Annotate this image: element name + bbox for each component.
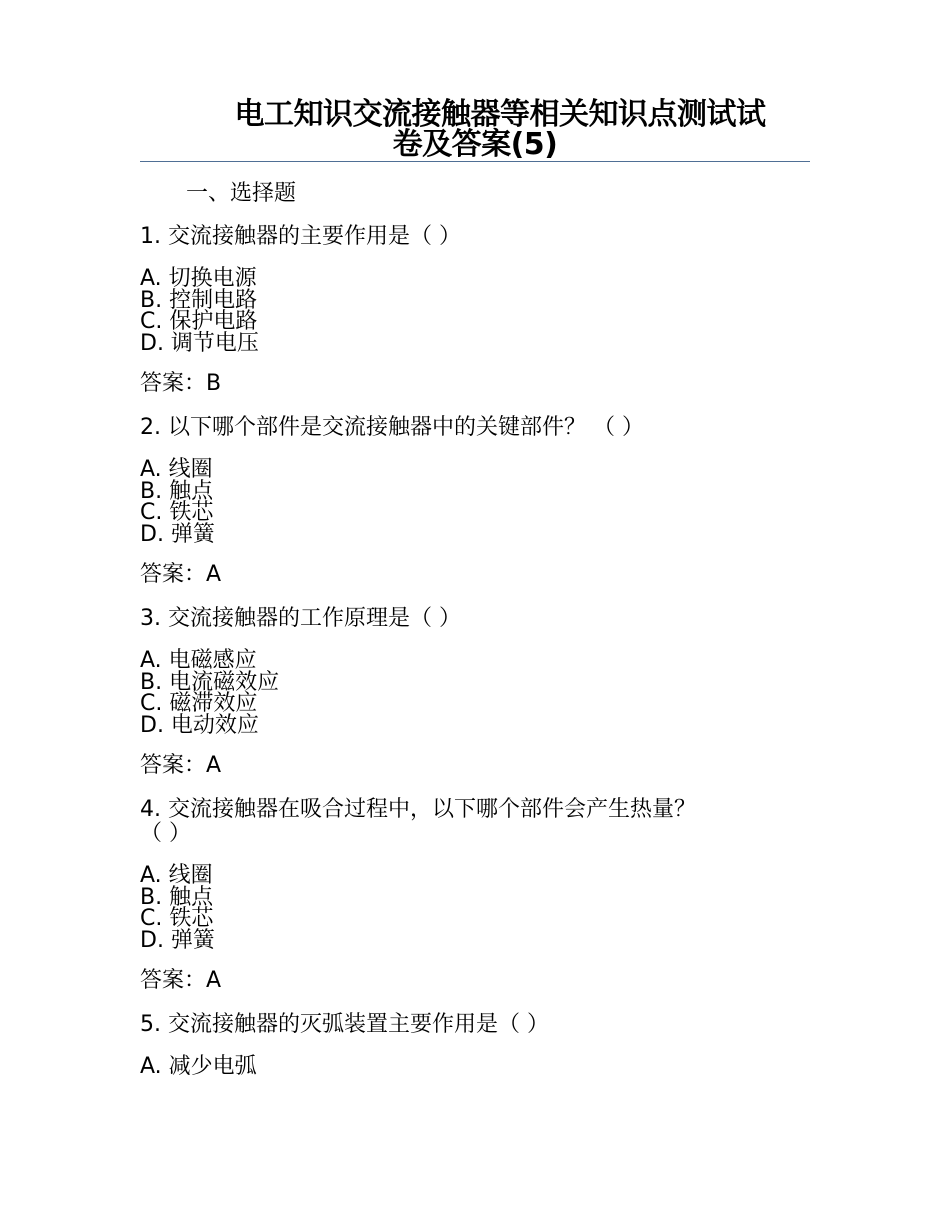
- question-2: [140, 416, 810, 587]
- option-a: A. 线圈: [140, 457, 213, 482]
- question-text-line-1: 4. 交流接触器在吸合过程中，以下哪个部件会产生热量？: [140, 797, 696, 822]
- question-text: 3. 交流接触器的工作原理是（ ）: [140, 606, 461, 631]
- title-line-2: 卷及答案(5): [392, 127, 558, 162]
- question-text: 5. 交流接触器的灭弧装置主要作用是（ ）: [140, 1012, 549, 1037]
- option-list: [140, 865, 810, 951]
- option-b: B. 触点: [140, 478, 214, 504]
- document-title: [140, 97, 810, 162]
- question-list: [140, 225, 810, 1098]
- question-text: 1. 交流接触器的主要作用是（ ）: [140, 224, 461, 249]
- option-b: B. 电流磁效应: [140, 669, 280, 695]
- option-list: [140, 268, 810, 354]
- section-heading: 一、选择题: [186, 181, 297, 206]
- option-c: C. 铁芯: [140, 500, 214, 525]
- option-list: [140, 459, 810, 545]
- option-a: A. 切换电源: [140, 266, 257, 291]
- option-a: A. 线圈: [140, 863, 213, 888]
- answer-text: 答案：A: [140, 968, 222, 993]
- answer-text: 答案：A: [140, 753, 222, 778]
- option-d: D. 电动效应: [140, 712, 259, 738]
- option-list: [140, 650, 810, 736]
- option-c: C. 磁滞效应: [140, 691, 258, 716]
- question-1: [140, 225, 810, 396]
- option-b: B. 控制电路: [140, 287, 258, 313]
- question-4: [140, 798, 810, 993]
- title-line-1: 电工知识交流接触器等相关知识点测试试: [234, 97, 766, 132]
- answer-text: 答案：A: [140, 562, 222, 587]
- option-c: C. 保护电路: [140, 309, 258, 334]
- title-underline: [140, 161, 810, 162]
- option-b: B. 触点: [140, 884, 214, 910]
- option-a: A. 电磁感应: [140, 648, 257, 673]
- answer-text: 答案：B: [140, 371, 222, 396]
- question-text: 2. 以下哪个部件是交流接触器中的关键部件？ （ ）: [140, 415, 644, 440]
- option-d: D. 弹簧: [140, 927, 215, 953]
- option-d: D. 弹簧: [140, 521, 215, 547]
- option-a: A. 减少电弧: [140, 1054, 257, 1079]
- option-d: D. 调节电压: [140, 330, 259, 356]
- question-text-line-2: （ ）: [140, 821, 191, 846]
- option-c: C. 铁芯: [140, 906, 214, 931]
- question-3: [140, 607, 810, 778]
- option-list: [140, 1056, 810, 1078]
- question-5: [140, 1013, 810, 1078]
